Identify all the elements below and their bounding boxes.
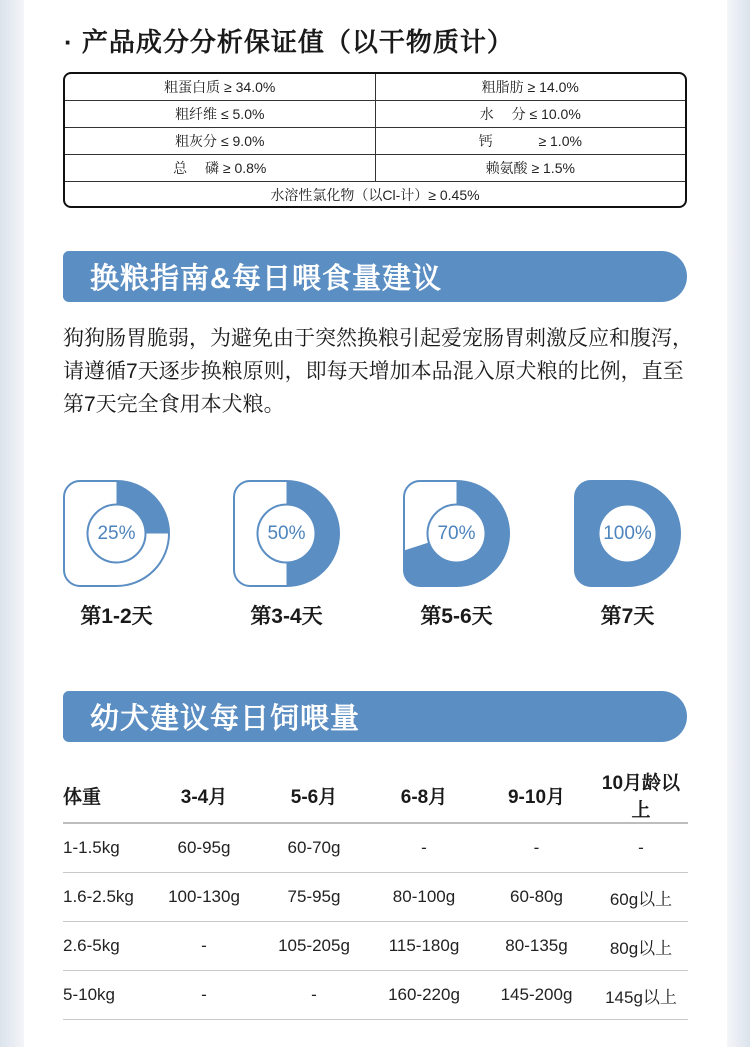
stage-day-label: 第5-6天 (420, 605, 493, 628)
table-cell: - (149, 922, 259, 971)
nutrient-row (65, 74, 685, 101)
table-cell: 105-205g (259, 922, 369, 971)
feeding-table (63, 768, 688, 1020)
table-cell: 145-200g (479, 971, 594, 1020)
switch-guide-title: 换粮指南&每日喂食量建议 (90, 263, 442, 295)
table-cell: 80-100g (369, 873, 479, 922)
nutrient-cell: 粗蛋白质 ≥ 34.0% (164, 79, 276, 95)
table-cell: 60g以上 (594, 873, 688, 922)
progress-ring-stage-2 (233, 480, 340, 587)
progress-percent-label: 50% (267, 522, 306, 544)
column-header: 9-10月 (479, 768, 594, 823)
table-cell: 160-220g (369, 971, 479, 1020)
column-header: 10月龄以上 (594, 768, 688, 823)
table-cell: - (149, 971, 259, 1020)
switch-guide-paragraph: 狗狗肠胃脆弱，为避免由于突然换粮引起爱宠肠胃刺激反应和腹泻，请遵循7天逐步换粮原则，即每天增加本品混入原犬粮的比例，直至第7天完全食用本犬粮。 (63, 327, 693, 416)
progress-percent-label: 100% (603, 522, 652, 544)
stage-day-label: 第1-2天 (80, 605, 153, 628)
table-row (63, 823, 688, 873)
progress-ring-stage-1 (63, 480, 170, 587)
nutrient-row (65, 155, 685, 182)
table-cell: - (369, 823, 479, 873)
progress-percent-label: 25% (97, 522, 136, 544)
table-cell: 80-135g (479, 922, 594, 971)
table-cell: 145g以上 (594, 971, 688, 1020)
nutrient-footer-cell: 水溶性氯化物（以Cl-计）≥ 0.45% (270, 186, 480, 203)
table-cell: 2.6-5kg (63, 922, 149, 971)
column-header: 6-8月 (369, 768, 479, 823)
table-cell: 60-95g (149, 823, 259, 873)
stage-day-label: 第7天 (600, 605, 655, 628)
column-header: 体重 (63, 768, 149, 823)
table-row (63, 922, 688, 971)
table-cell: - (479, 823, 594, 873)
table-cell: 100-130g (149, 873, 259, 922)
progress-ring-stage-3 (403, 480, 510, 587)
nutrient-row (65, 101, 685, 128)
puppy-feeding-banner (63, 691, 687, 742)
column-header: 5-6月 (259, 768, 369, 823)
switch-guide-banner (63, 251, 687, 302)
table-row (63, 971, 688, 1020)
nutrient-cell: 粗脂肪 ≥ 14.0% (375, 74, 686, 100)
table-cell: - (594, 823, 688, 873)
nutrient-row (65, 128, 685, 155)
nutrient-row-footer (65, 182, 685, 207)
table-cell: 60-70g (259, 823, 369, 873)
table-cell: 75-95g (259, 873, 369, 922)
puppy-feeding-title: 幼犬建议每日饲喂量 (90, 703, 361, 735)
progress-ring-stage-4 (574, 480, 681, 587)
nutrient-table (63, 72, 687, 208)
nutrient-cell: 水 分 ≤ 10.0% (375, 101, 686, 127)
column-header: 3-4月 (149, 768, 259, 823)
nutrient-cell: 总 磷 ≥ 0.8% (173, 160, 267, 176)
table-row (63, 873, 688, 922)
table-cell: 5-10kg (63, 971, 149, 1020)
nutrient-cell: 粗灰分 ≤ 9.0% (175, 133, 265, 149)
stage-day-label: 第3-4天 (250, 605, 323, 628)
table-cell: 60-80g (479, 873, 594, 922)
nutrient-cell: 赖氨酸 ≥ 1.5% (375, 155, 686, 181)
table-cell: - (259, 971, 369, 1020)
table-cell: 115-180g (369, 922, 479, 971)
table-cell: 80g以上 (594, 922, 688, 971)
nutrient-cell: 钙 ≥ 1.0% (375, 128, 686, 154)
table-cell: 1-1.5kg (63, 823, 149, 873)
progress-percent-label: 70% (437, 522, 476, 544)
nutrient-cell: 粗纤维 ≤ 5.0% (175, 106, 265, 122)
feeding-table-header (63, 768, 688, 823)
table-cell: 1.6-2.5kg (63, 873, 149, 922)
nutrient-section-title: · 产品成分分析保证值（以干物质计） (64, 27, 514, 57)
